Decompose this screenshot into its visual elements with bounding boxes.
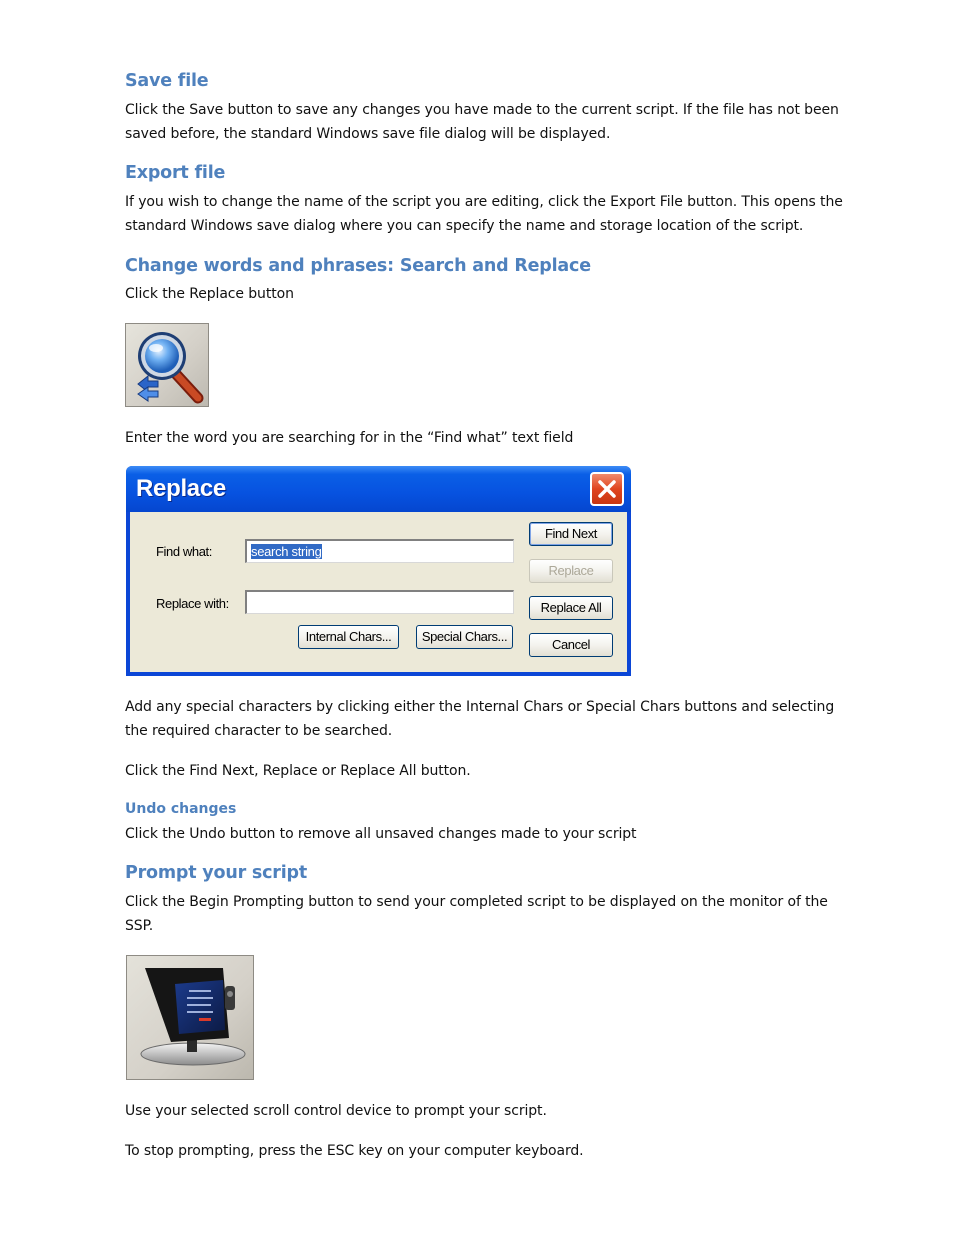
paragraph-export-file: If you wish to change the name of the script you are editing, click the Export File button. This opens the standard Windows save dialog where you can specify the name and storage location of the script. [125,194,843,234]
paragraph-prompt: Click the Begin Prompting button to send your completed script to be displayed on the monitor of the SSP. [125,894,828,934]
paragraph-save-file: Click the Save button to save any changes you have made to the current script. If the file has not been saved before, the standard Windows save file dialog will be displayed. [125,102,839,142]
find-next-button[interactable]: Find Next [529,522,613,546]
dialog-body [130,512,627,672]
heading-search-replace: Change words and phrases: Search and Replace [125,256,591,276]
special-chars-button[interactable]: Special Chars... [416,625,513,649]
close-icon [592,474,622,504]
replace-magnifier-icon [125,323,209,407]
paragraph-undo: Click the Undo button to remove all unsaved changes made to your script [125,826,637,842]
replace-with-label: Replace with: [156,596,229,611]
paragraph-stop-prompting: To stop prompting, press the ESC key on your computer keyboard. [125,1143,584,1159]
internal-chars-button[interactable]: Internal Chars... [298,625,399,649]
paragraph-click-replace: Click the Replace button [125,286,294,302]
paragraph-special-chars: Add any special characters by clicking either the Internal Chars or Special Chars buttons and selecting the required character to be searched. [125,699,835,739]
dialog-titlebar[interactable] [126,466,631,512]
replace-dialog [126,466,631,676]
heading-save-file: Save file [125,71,209,91]
cancel-button[interactable]: Cancel [529,633,613,657]
heading-export-file: Export file [125,163,226,183]
replace-with-input[interactable] [245,590,514,614]
replace-all-button[interactable]: Replace All [529,596,613,620]
heading-prompt-script: Prompt your script [125,863,308,883]
paragraph-scroll-control: Use your selected scroll control device to prompt your script. [125,1103,547,1119]
paragraph-click-buttons: Click the Find Next, Replace or Replace All button. [125,763,471,779]
find-what-label: Find what: [156,544,212,559]
heading-undo-changes: Undo changes [125,801,237,817]
dialog-title: Replace [136,475,226,502]
replace-button[interactable]: Replace [529,559,613,583]
find-what-input[interactable] [245,539,514,563]
find-what-value: search string [251,544,322,559]
prompter-monitor-icon [126,955,254,1080]
paragraph-find-what: Enter the word you are searching for in the “Find what” text field [125,430,574,446]
close-button[interactable] [590,472,624,506]
